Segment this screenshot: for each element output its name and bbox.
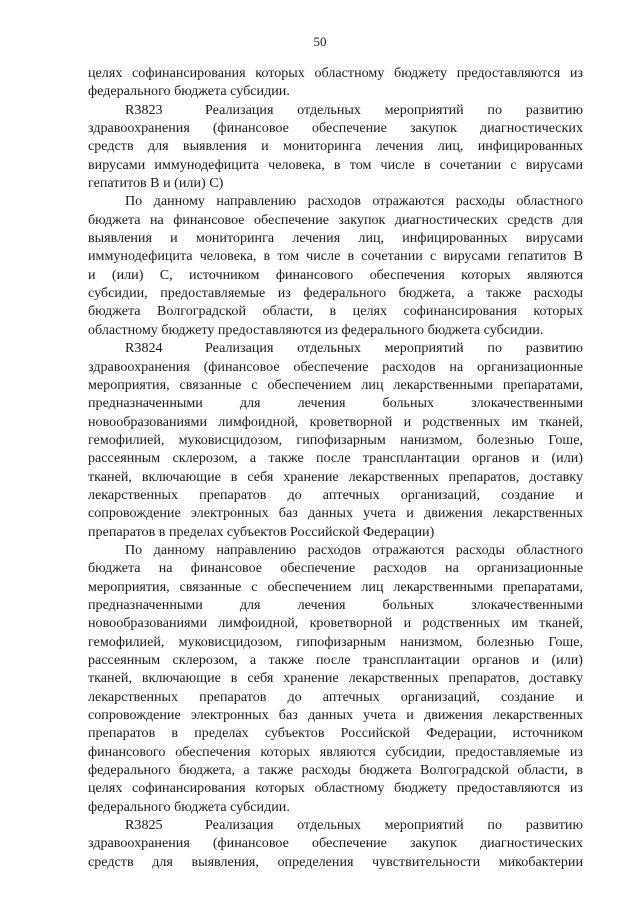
text-line: новообразованиями лимфоидной, кроветворной и родственных им тканей, [88, 615, 583, 632]
heading-first-line [88, 101, 583, 119]
text-line: и (или) С, источником финансового обеспечения которых являются [88, 266, 583, 283]
document-body [88, 64, 583, 871]
expense-description [88, 541, 583, 816]
text-line: финансового обеспечения которых являются субсидии, предоставляемые из [88, 743, 583, 760]
text-line: здравоохранения (финансовое обеспечение расходов на организационные [88, 358, 583, 375]
paragraph-continuation [88, 64, 583, 101]
text-line: лекарственных препаратов до аптечных организаций, создание и [88, 486, 583, 503]
text-line: рассеянным склерозом, а также после трансплантации органов и (или) [88, 450, 583, 467]
text-line: федерального бюджета, а также расходы бюджета Волгоградской области, в [88, 762, 583, 779]
text-line: сопровождение электронных баз данных учета и движения лекарственных [88, 505, 583, 522]
text-line: гемофилией, муковисцидозом, гипофизарным нанизмом, болезнью Гоше, [88, 633, 583, 650]
heading-text: Реализация отдельных мероприятий по развитию [205, 817, 583, 834]
text-line: бюджета на финансовое обеспечение закупок диагностических средств для [88, 211, 583, 228]
text-line: гепатитов В и (или) С) [88, 175, 224, 192]
text-line: препаратов в пределах субъектов Российской Федерации, источником [88, 725, 583, 742]
text-line: препаратов в пределах субъектов Российской Федерации) [88, 523, 435, 540]
text-line: гемофилией, муковисцидозом, гипофизарным нанизмом, болезнью Гоше, [88, 431, 583, 448]
text-line: предназначенными для лечения больных злокачественными [88, 596, 583, 613]
text-line: сопровождение электронных баз данных учета и движения лекарственных [88, 707, 583, 724]
text-line: федерального бюджета субсидии. [88, 83, 290, 100]
text-line: выявления и мониторинга лечения лиц, инфицированных вирусами [88, 230, 583, 247]
expense-description [88, 192, 583, 339]
text-line: областному бюджету предоставляются из федерального бюджета субсидии. [88, 321, 544, 338]
text-line: бюджета Волгоградской области, в целях софинансирования которых [88, 303, 583, 320]
text-line: целях софинансирования которых областному бюджету предоставляются из [88, 780, 583, 797]
text-line: бюджета на финансовое обеспечение расходов на организационные [88, 560, 583, 577]
heading-text: Реализация отдельных мероприятий по развитию [205, 340, 583, 357]
text-line: мероприятия, связанные с обеспечением лиц лекарственными препаратами, [88, 376, 583, 393]
heading-text: Реализация отдельных мероприятий по развитию [205, 101, 583, 118]
heading-first-line [88, 816, 583, 834]
expense-code-heading [88, 339, 583, 541]
text-line: федерального бюджета субсидии. [88, 798, 290, 815]
text-line: лекарственных препаратов до аптечных организаций, создание и [88, 688, 583, 705]
text-line: здравоохранения (финансовое обеспечение закупок диагностических [88, 120, 583, 137]
text-line: средств для выявления, определения чувствительности микобактерии [88, 853, 583, 870]
text-line: здравоохранения (финансовое обеспечение закупок диагностических [88, 835, 583, 852]
expense-code: R3823 [125, 101, 163, 118]
text-line: целях софинансирования которых областному бюджету предоставляются из [88, 65, 583, 81]
text-line: вирусами иммунодефицита человека, в том числе в сочетании с вирусами [88, 156, 583, 173]
text-line: По данному направлению расходов отражаются расходы областного [125, 541, 583, 558]
text-line: субсидии, предоставляемые из федерального бюджета, а также расходы [88, 285, 583, 302]
text-line: средств для выявления и мониторинга лечения лиц, инфицированных [88, 138, 583, 155]
page-number: 50 [313, 34, 327, 49]
text-line: тканей, включающие в себя хранение лекарственных препаратов, доставку [88, 468, 583, 485]
expense-code: R3824 [125, 340, 163, 357]
text-line: предназначенными для лечения больных злокачественными [88, 395, 583, 412]
expense-code: R3825 [125, 817, 163, 834]
expense-code-heading [88, 816, 583, 871]
heading-first-line [88, 339, 583, 357]
text-line: рассеянным склерозом, а также после трансплантации органов и (или) [88, 652, 583, 668]
text-line: тканей, включающие в себя хранение лекарственных препаратов, доставку [88, 670, 583, 687]
text-line: По данному направлению расходов отражаются расходы областного [125, 193, 583, 210]
text-line: мероприятия, связанные с обеспечением лиц лекарственными препаратами, [88, 578, 583, 595]
text-line: иммунодефицита человека, в том числе в сочетании с вирусами гепатитов В [88, 248, 583, 265]
expense-code-heading [88, 101, 583, 193]
text-line: новообразованиями лимфоидной, кроветворной и родственных им тканей, [88, 413, 583, 430]
